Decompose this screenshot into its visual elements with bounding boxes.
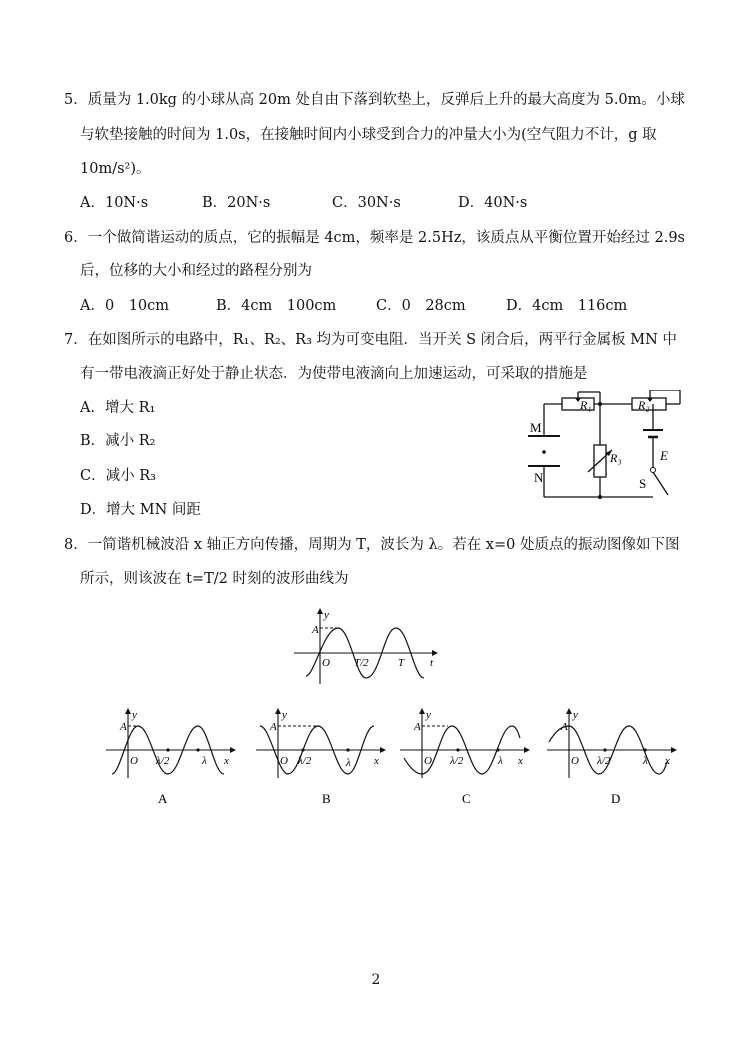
circuit-label-r2: R₂ <box>638 398 650 412</box>
q7-line-1: 7．在如图所示的电路中，R₁、R₂、R₃ 均为可变电阻．当开关 S 闭合后，两平行金属板 MN 中 <box>64 332 677 348</box>
choice-b-lambda: λ <box>346 757 351 769</box>
q5-line-2: 与软垫接触的时间为 1.0s，在接触时间内小球受到合力的冲量大小为(空气阻力不计，g 取 <box>80 127 657 143</box>
choice-d-origin: O <box>571 755 579 767</box>
choice-a-lambda: λ <box>202 755 207 767</box>
choice-graph-d <box>543 708 683 808</box>
q5-option-c: C．30N·s <box>332 195 401 211</box>
choice-d-axis-y: y <box>573 709 578 721</box>
choice-a-axis-y: y <box>132 709 137 721</box>
circuit-diagram <box>520 390 690 530</box>
choice-a-half-lambda: λ/2 <box>156 755 170 767</box>
q5-option-d: D．40N·s <box>458 195 528 211</box>
choice-b-letter: B <box>322 791 331 806</box>
circuit-label-e: E <box>660 448 668 463</box>
vib-label-a: A <box>312 624 319 636</box>
choice-a-label-a: A <box>120 721 127 733</box>
q7-option-b: B．减小 R₂ <box>80 433 156 449</box>
vib-axis-t: t <box>430 657 434 669</box>
q6-option-b: B．4cm 100cm <box>216 298 337 314</box>
q6-line-1: 6．一个做简谐运动的质点，它的振幅是 4cm，频率是 2.5Hz，该质点从平衡位置开始经过 2.9s <box>64 230 685 246</box>
circuit-label-m: M <box>530 420 542 435</box>
choice-d-axis-x: x <box>665 755 670 767</box>
choice-c-origin: O <box>424 755 432 767</box>
choice-c-half-lambda: λ/2 <box>450 755 464 767</box>
q6-option-d: D．4cm 116cm <box>506 298 628 314</box>
q8-line-2: 所示，则该波在 t=T/2 时刻的波形曲线为 <box>80 571 349 587</box>
choice-a-axis-x: x <box>224 755 229 767</box>
choice-d-label-a: A <box>561 721 568 733</box>
vib-origin: O <box>322 657 330 669</box>
vib-tick-t-half: T/2 <box>354 657 369 669</box>
q5-line-1: 5．质量为 1.0kg 的小球从高 20m 处自由下落到软垫上，反弹后上升的最大高度为 5.0m。小球 <box>64 92 685 108</box>
page-number: 2 <box>371 972 381 988</box>
choice-b-axis-x: x <box>374 755 379 767</box>
choice-graph-a <box>102 708 242 808</box>
choice-d-lambda: λ <box>643 755 648 767</box>
circuit-label-r3: R₃ <box>610 451 622 465</box>
choice-graph-b <box>252 708 392 808</box>
circuit-label-n: N <box>534 470 544 485</box>
q5-line-3: 10m/s²)。 <box>80 161 151 177</box>
choice-b-label-a: A <box>270 721 277 733</box>
choice-a-origin: O <box>130 755 138 767</box>
q7-option-d: D．增大 MN 间距 <box>80 502 201 518</box>
choice-b-origin: O <box>280 755 288 767</box>
q5-option-a: A．10N·s <box>80 195 149 211</box>
choice-d-half-lambda: λ/2 <box>597 755 611 767</box>
vibration-graph <box>290 608 450 688</box>
choice-c-axis-y: y <box>426 709 431 721</box>
q6-option-c: C．0 28cm <box>376 298 466 314</box>
q7-option-c: C．减小 R₃ <box>80 468 156 484</box>
choice-c-label-a: A <box>414 721 421 733</box>
choice-d-letter: D <box>611 791 621 806</box>
choice-c-letter: C <box>462 791 471 806</box>
choice-b-half-lambda: λ/2 <box>298 755 312 767</box>
q6-option-a: A．0 10cm <box>80 298 170 314</box>
q7-option-a: A．增大 R₁ <box>80 400 156 416</box>
q6-line-2: 后，位移的大小和经过的路程分别为 <box>80 263 312 279</box>
choice-c-lambda: λ <box>498 755 503 767</box>
choice-c-axis-x: x <box>518 755 523 767</box>
circuit-label-s: S <box>639 476 647 491</box>
choice-b-axis-y: y <box>282 709 287 721</box>
choice-graph-c <box>396 708 536 808</box>
q5-option-b: B．20N·s <box>202 195 271 211</box>
vib-axis-y: y <box>324 609 329 621</box>
vib-tick-t: T <box>398 657 405 669</box>
q8-line-1: 8．一简谐机械波沿 x 轴正方向传播，周期为 T，波长为 λ。若在 x=0 处质点的振动图像如下图 <box>64 537 680 553</box>
circuit-label-r1: R₁ <box>580 398 592 412</box>
choice-a-letter: A <box>158 791 168 806</box>
q7-line-2: 有一带电液滴正好处于静止状态．为使带电液滴向上加速运动，可采取的措施是 <box>80 366 588 382</box>
